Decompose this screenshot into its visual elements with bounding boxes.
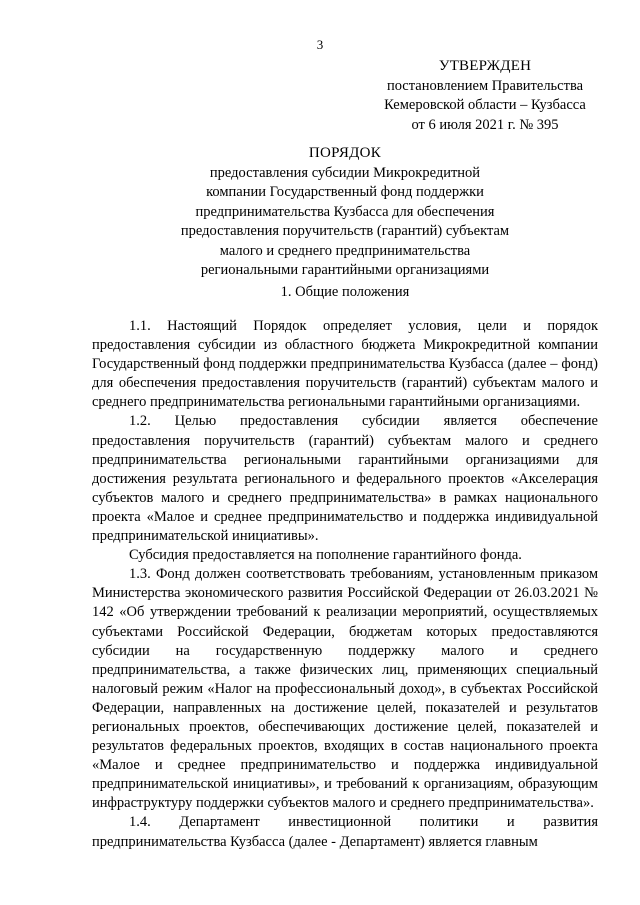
document-title-block xyxy=(92,144,598,281)
page-number: 3 xyxy=(316,37,324,52)
document-body xyxy=(92,317,598,852)
section-heading: 1. Общие положения xyxy=(280,284,410,300)
document-subtitle-line: региональными гарантийными организациями xyxy=(200,262,490,278)
paragraph-subsidy-purpose: Субсидия предоставляется на пополнение гарантийного фонда. xyxy=(129,547,522,564)
approval-line: постановлением Правительства xyxy=(386,77,584,94)
document-subtitle-line: предоставления поручительств (гарантий) субъектам xyxy=(180,223,510,239)
approval-block xyxy=(360,57,610,135)
document-subtitle-line: предпринимательства Кузбасса для обеспечения xyxy=(195,203,495,220)
paragraph-1-3: 1.3. Фонд должен соответствовать требованиям, установленным приказом Министерства экономического развития Российской Федерации от 26.03.2021 № 142 «Об утверждении требований к реализации мероприятий, осуществляемых субъектами Российской Федерации, бюджетам которых предоставляются субсидии на государственную поддержку малого и среднего предпринимательства, а также физических лиц, применяющих специальный налоговый режим «Налог на профессиональный доход», в субъектах Российской Федерации, направленных на достижение целей, показателей и результатов региональных проектов, обеспечивающих достижение целей, показателей и результатов федеральных проектов, входящих в состав национального проекта «Малое и среднее предпринимательство и поддержка индивидуальной предпринимательской инициативы», и требований к организациям, образующим инфраструктуру поддержки субъектов малого и среднего предпринимательства». xyxy=(92,566,598,812)
paragraph-1-4: 1.4. Департамент инвестиционной политики и развития предпринимательства Кузбасса (далее - Департамент) является главным xyxy=(92,814,598,850)
approval-stamp: УТВЕРЖДЕН xyxy=(438,58,532,74)
document-title: ПОРЯДОК xyxy=(308,145,382,161)
document-subtitle-line: предоставления субсидии Микрокредитной xyxy=(209,164,481,181)
paragraph-1-1: 1.1. Настоящий Порядок определяет условия, цели и порядок предоставления субсидии из областного бюджета Микрокредитной компании Государственный фонд поддержки предпринимательства Кузбасса (далее – фонд) для обеспечения предоставления поручительств (гарантий) субъектам малого и среднего предпринимательства региональными гарантийными организациями. xyxy=(92,318,598,411)
approval-line: Кемеровской области – Кузбасса xyxy=(384,97,586,113)
document-subtitle-line: малого и среднего предпринимательства xyxy=(219,242,471,259)
approval-date-line: от 6 июля 2021 г. № 395 xyxy=(411,116,559,133)
document-subtitle-line: компании Государственный фонд поддержки xyxy=(206,184,484,200)
paragraph-1-2: 1.2. Целью предоставления субсидии является обеспечение предоставления поручительств (гарантий) субъектам малого и среднего предпринимательства региональными гарантийными организациями для достижения результата регионального и федерального проектов «Акселерация субъектов малого и среднего предпринимательства» в рамках национального проекта «Малое и среднее предпринимательство и поддержка индивидуальной предпринимательской инициативы». xyxy=(92,413,598,545)
